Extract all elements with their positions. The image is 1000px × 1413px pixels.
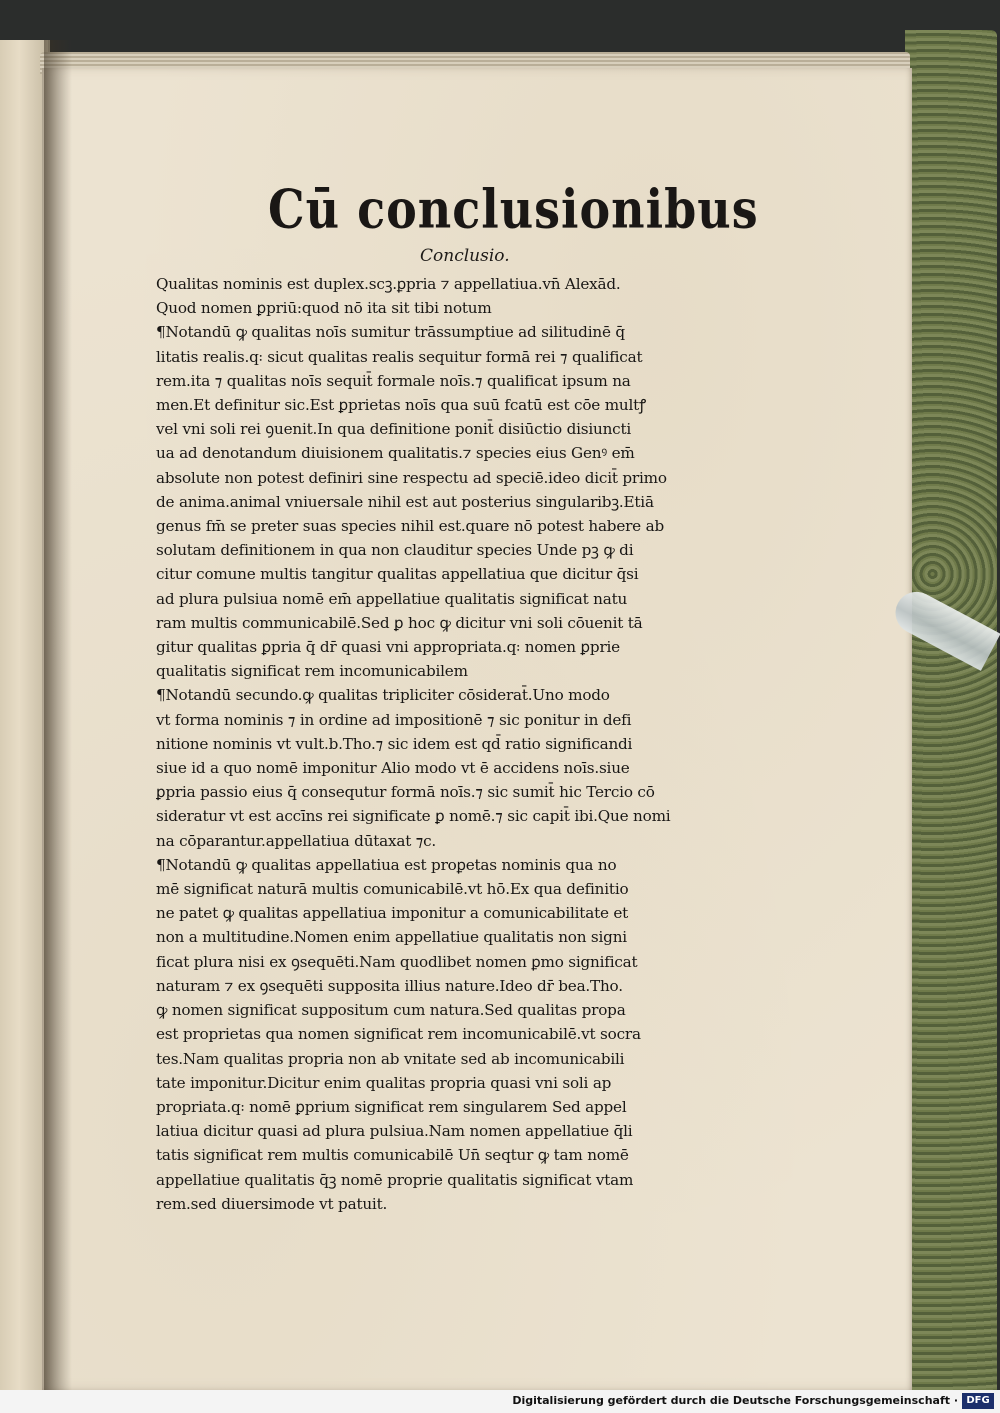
text-line: est proprietas qua nomen significat rem incomunicabilē.vt socra <box>156 1025 641 1044</box>
text-line: qualitatis significat rem incomunicabilem <box>156 662 468 681</box>
text-line: litatis realis.q꞉ sicut qualitas realis sequitur formā rei ⁊ qualificat <box>156 347 643 366</box>
text-line: ¶Notandū ꝙ qualitas noīs sumitur trāssumptiue ad silitudinē q̄ <box>156 323 625 342</box>
text-line: Quod nomen ꝑpriū:quod nō ita sit tibi notum <box>156 299 492 318</box>
text-line: sideratur vt est accīns rei significate ꝑ nomē.⁊ sic capit̄ ibi.Que nomi <box>156 807 671 826</box>
text-line: ad plura pulsiua nomē em̄ appellatiue qualitatis significat natu <box>156 589 628 608</box>
text-line: gitur qualitas ꝑpria q̄ dr̄ quasi vni appropriata.q꞉ nomen ꝑprie <box>156 638 620 657</box>
text-line: absolute non potest definiri sine respectu ad speciē.ideo dicit̄ primo <box>156 468 667 487</box>
text-line: ¶Notandū ꝙ qualitas appellatiua est proꝑetas nominis qua no <box>156 855 617 874</box>
text-line: non a multitudine.Nomen enim appellatiue qualitatis non signi <box>156 928 627 947</box>
text-line: ram multis communicabilē.Sed ꝑ hoc ꝙ dicitur vni soli cōuenit tā <box>156 613 643 632</box>
text-line: genus fm̄ se preter suas species nihil est.quare nō potest habere ab <box>156 517 664 536</box>
text-line: latiua dicitur quasi ad plura pulsiua.Nam nomen appellatiue q̄li <box>156 1122 633 1141</box>
footer-bar <box>0 1390 1000 1413</box>
text-line: men.Et definitur sic.Est ꝑprietas noīs qua suū fcatū est cōe multꝭ <box>156 396 647 415</box>
text-line: ne patet ꝙ qualitas appellatiua imponitur a comunicabilitate et <box>156 904 629 923</box>
page-body-text <box>156 272 766 1216</box>
page-heading: Cū conclusionibus <box>268 177 759 241</box>
text-line: nitione nominis vt vult.b.Tho.⁊ sic idem est qd̄ ratio significandi <box>156 734 633 753</box>
text-line: Qualitas nominis est duplex.scꝫ.ꝑpria ⁊ appellatiua.vn̄ Alexād. <box>156 275 621 293</box>
dfg-logo: DFG <box>962 1393 994 1409</box>
text-line: na cōparantur.appellatiua dūtaxat ⁊c. <box>156 831 437 850</box>
text-line: citur comune multis tangitur qualitas appellatiua que dicitur q̄si <box>156 565 639 584</box>
funding-credit: Digitalisierung gefördert durch die Deutsche Forschungsgemeinschaft · <box>512 1394 958 1407</box>
text-line: vel vni soli rei ꝯuenit.In qua definitione ponit̄ disiūctio disiuncti <box>156 420 632 439</box>
text-line: mē significat naturā multis comunicabilē.vt hō.Ex qua definitio <box>156 880 629 899</box>
text-line: ¶Notandū secundo.ꝙ qualitas tripliciter cōsiderat̄.Uno modo <box>156 686 610 705</box>
gutter-shadow <box>44 40 72 1390</box>
text-line: de anima.animal vniuersale nihil est aut posterius singularibꝫ.Etiā <box>156 492 654 511</box>
text-line: siue id a quo nomē imponitur Alio modo vt ē accidens noīs.siue <box>156 759 630 778</box>
text-line: naturam ⁊ ex ꝯsequēti supposita illius nature.Ideo dr̄ bea.Tho. <box>156 976 623 995</box>
text-line: vt forma nominis ⁊ in ordine ad impositionē ⁊ sic ponitur in defi <box>156 710 632 729</box>
text-line: appellatiue qualitatis q̄ꝫ nomē proprie qualitatis significat vtam <box>156 1170 634 1189</box>
text-line: ficat plura nisi ex ꝯsequēti.Nam quodlibet nomen ꝑmo significat <box>156 952 638 971</box>
text-line: ꝙ nomen significat suppositum cum natura.Sed qualitas propa <box>156 1001 626 1020</box>
text-line: ua ad denotandum diuisionem qualitatis.⁊ species eius Genꝰ em̄ <box>156 444 635 463</box>
text-line: ꝑpria passio eius q̄ consequtur formā noīs.⁊ sic sumit̄ hic Tercio cō <box>156 783 655 802</box>
text-line: rem.sed diuersimode vt patuit. <box>156 1194 388 1213</box>
text-line: tes.Nam qualitas propria non ab vnitate sed ab incomunicabili <box>156 1049 625 1068</box>
conclusio-heading: Conclusio. <box>420 246 510 266</box>
text-line: propriata.q꞉ nomē ꝑprium significat rem singularem Sed appel <box>156 1097 627 1116</box>
text-line: solutam definitionem in qua non clauditur species Unde pꝫ ꝙ di <box>156 541 634 560</box>
text-line: tatis significat rem multis comunicabilē Un̄ seqtur ꝙ tam nomē <box>156 1146 629 1165</box>
text-line: rem.ita ⁊ qualitas noīs sequit̄ formale noīs.⁊ qualificat ipsum na <box>156 371 631 390</box>
text-line: tate imponitur.Dicitur enim qualitas propria quasi vni soli ap <box>156 1073 612 1092</box>
book-cover-edge <box>905 30 997 1390</box>
